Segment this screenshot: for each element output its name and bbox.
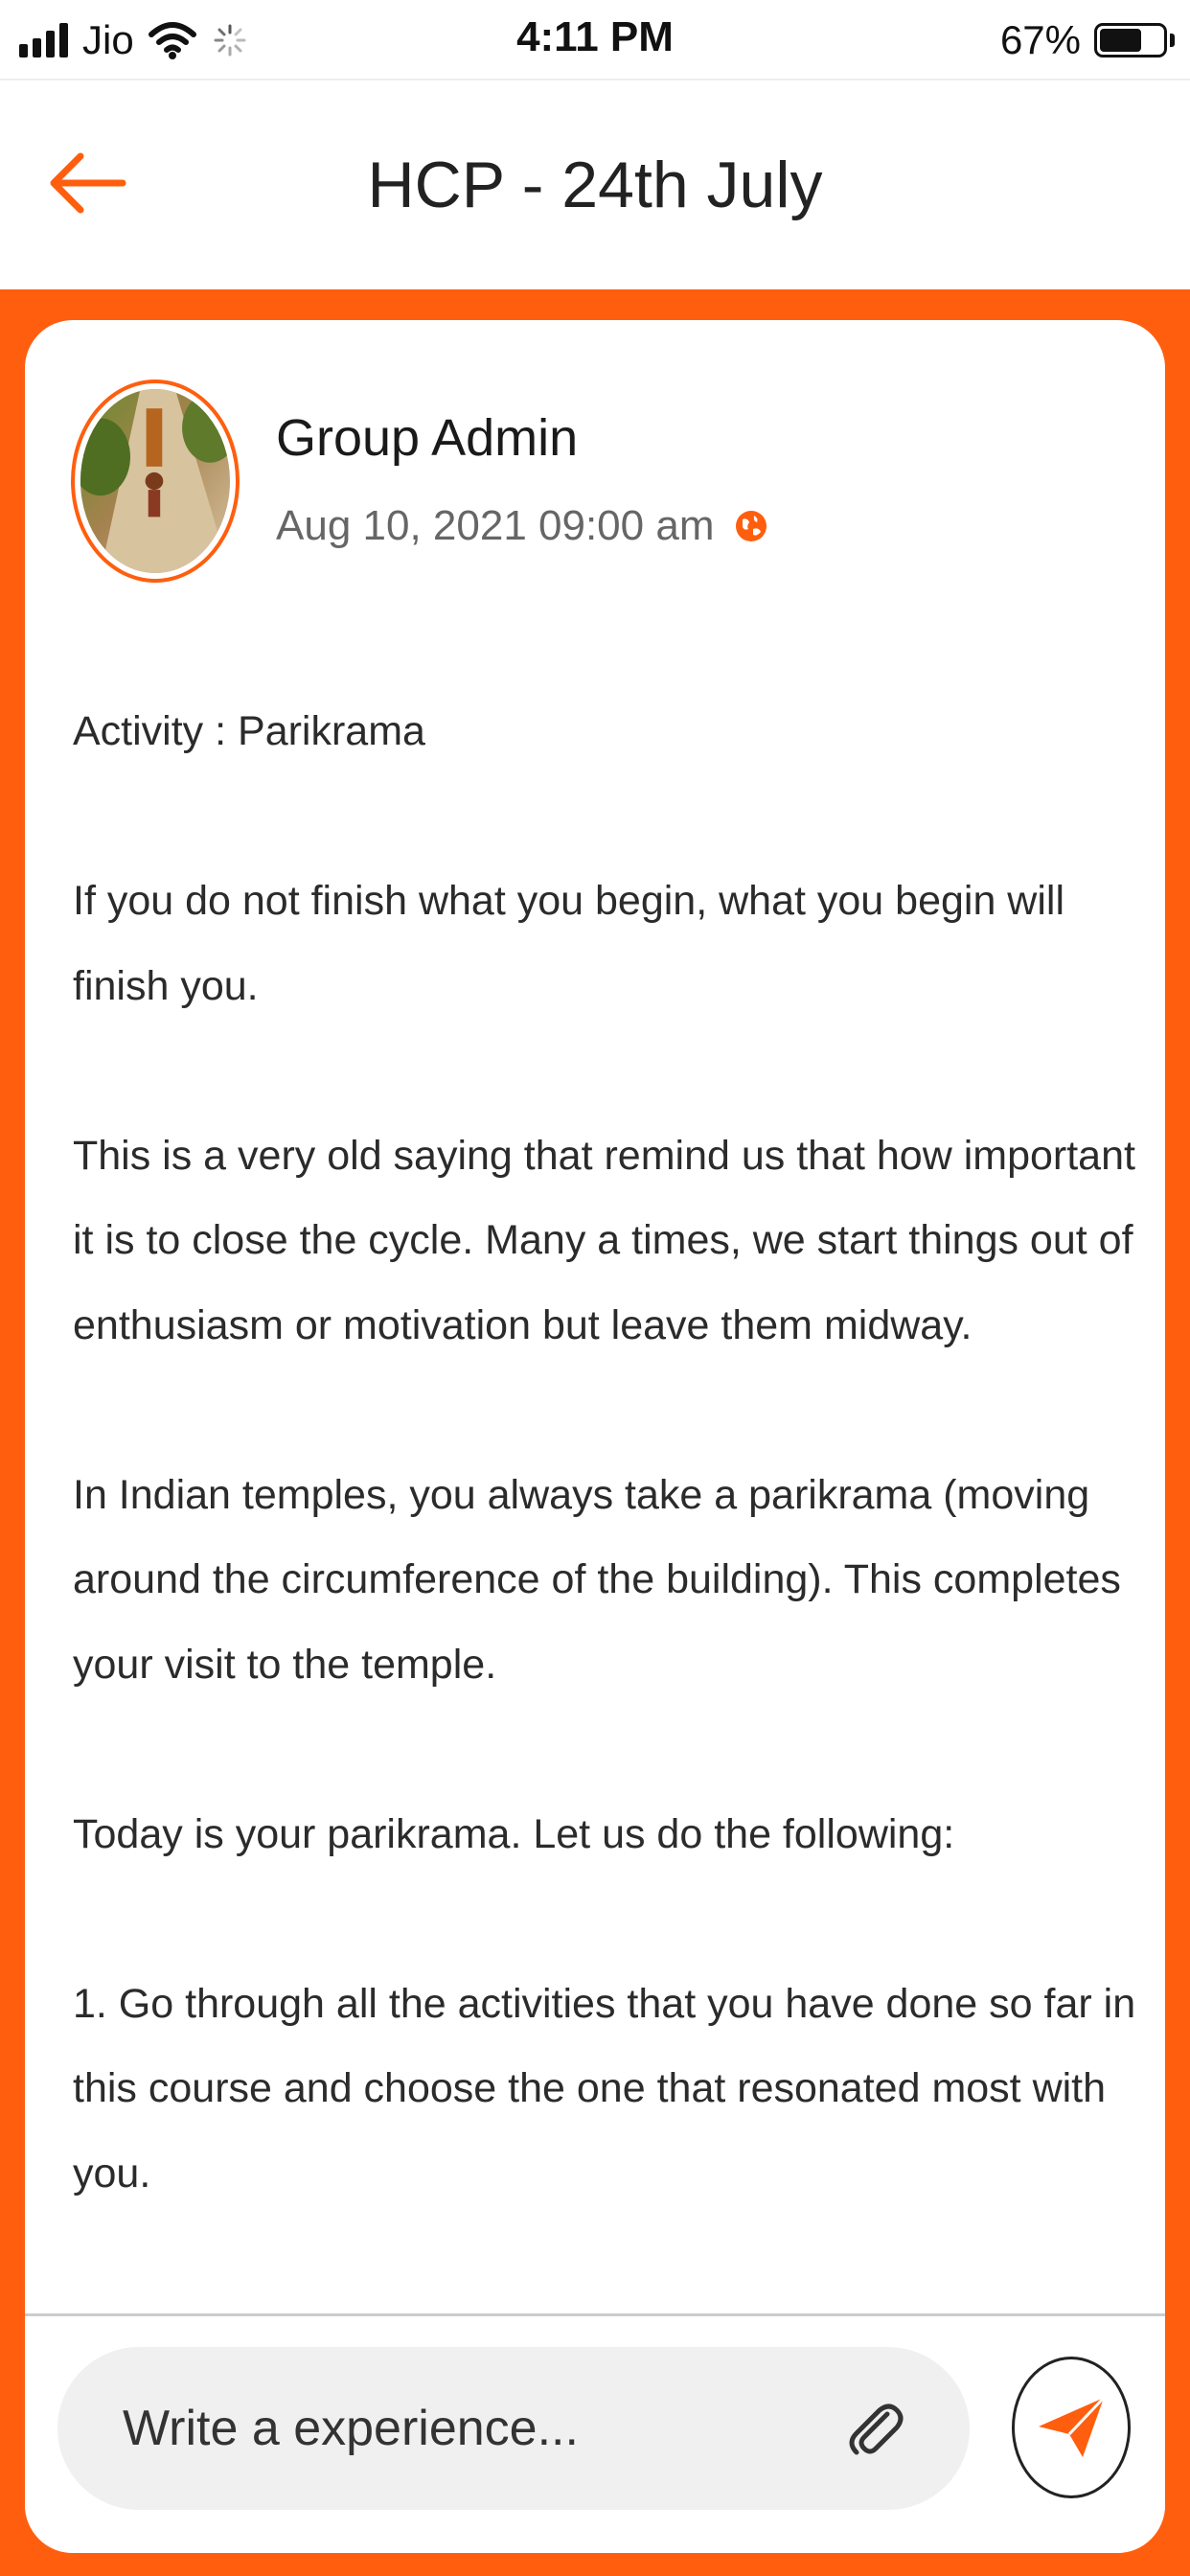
avatar-image <box>80 389 230 573</box>
post-paragraph: If you do not finish what you begin, what you begin will finish you. <box>73 878 1065 1009</box>
page-title: HCP - 24th July <box>367 149 823 221</box>
battery-cap <box>1170 34 1175 47</box>
status-right <box>1000 13 1175 67</box>
status-bar <box>0 0 1190 80</box>
send-button[interactable] <box>1012 2357 1131 2498</box>
post-meta <box>276 502 767 550</box>
paperclip-icon[interactable] <box>843 2397 908 2462</box>
battery-icon <box>1094 23 1167 58</box>
app-header <box>0 80 1190 289</box>
battery-fill <box>1100 29 1141 52</box>
post-card <box>25 320 1165 2553</box>
battery-percent: 67% <box>999 17 1081 62</box>
post-paragraph: 1. Go through all the activities that you have done so far in this course and choose the one that resonated most with you. <box>73 1980 1136 2196</box>
avatar[interactable] <box>71 380 240 583</box>
experience-input[interactable] <box>57 2347 970 2510</box>
post-paragraph: In Indian temples, you always take a parikrama (moving around the circumference of the building). This completes your visit to the temple. <box>73 1471 1121 1688</box>
composer-bar <box>25 2313 1165 2553</box>
post-paragraph: Activity : Parikrama <box>73 708 425 754</box>
globe-icon <box>735 510 767 542</box>
post-paragraph: Today is your parikrama. Let us do the following: <box>73 1810 955 1857</box>
post-timestamp: Aug 10, 2021 09:00 am <box>276 502 715 549</box>
author-name[interactable]: Group Admin <box>276 409 579 467</box>
post-body <box>73 689 1136 2553</box>
paper-plane-icon <box>1035 2394 1108 2461</box>
post-paragraph: This is a very old saying that remind us that how important it is to close the cycle. Many a times, we start things out of enthusiasm or motivation but leave them midway. <box>73 1132 1135 1348</box>
status-time: 4:11 PM <box>516 13 674 60</box>
carrier-name: Jio <box>82 17 134 62</box>
experience-input-placeholder[interactable]: Write a experience... <box>123 2401 579 2456</box>
